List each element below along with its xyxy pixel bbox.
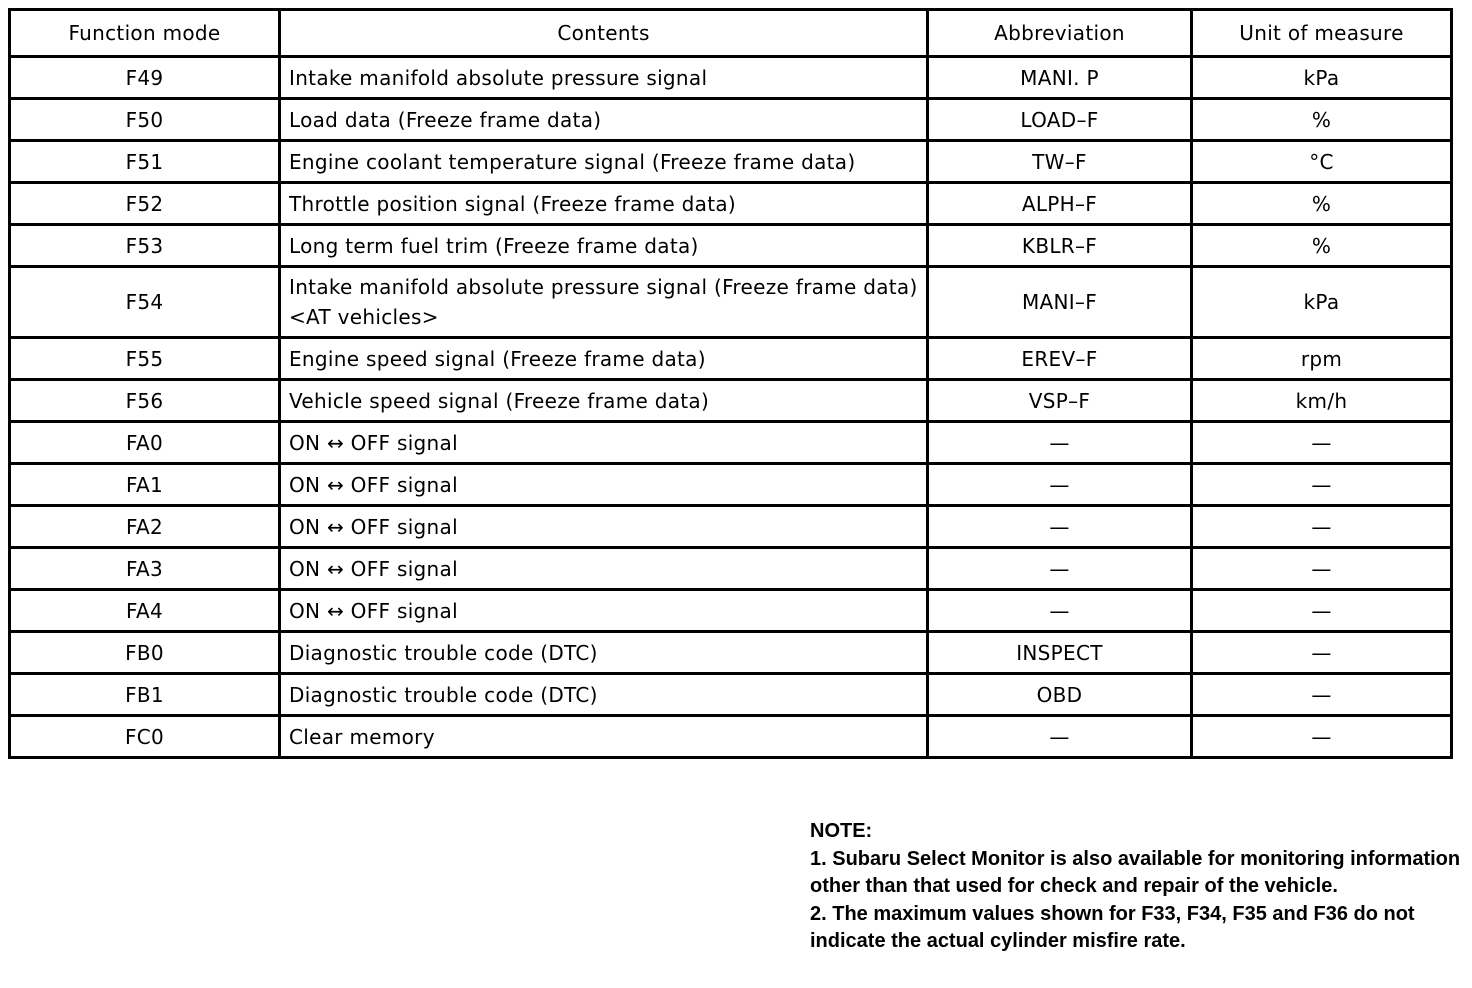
function-mode-cell: F56 bbox=[10, 380, 280, 422]
function-mode-cell: FA0 bbox=[10, 422, 280, 464]
unit-cell: — bbox=[1192, 716, 1452, 758]
table-row bbox=[10, 338, 1452, 380]
contents-cell: Intake manifold absolute pressure signal bbox=[280, 57, 928, 99]
note-item-2: 2. The maximum values shown for F33, F34, F35 and F36 do not indicate the actual cylinder misfire rate. bbox=[810, 902, 1415, 952]
abbreviation-cell: KBLR–F bbox=[928, 225, 1192, 267]
table-row bbox=[10, 548, 1452, 590]
function-mode-cell: FA3 bbox=[10, 548, 280, 590]
unit-cell: % bbox=[1192, 225, 1452, 267]
function-mode-cell: FA4 bbox=[10, 590, 280, 632]
contents-cell: Throttle position signal (Freeze frame data) bbox=[280, 183, 928, 225]
table-row bbox=[10, 99, 1452, 141]
abbreviation-cell: — bbox=[928, 422, 1192, 464]
contents-cell: Diagnostic trouble code (DTC) bbox=[280, 632, 928, 674]
unit-cell: — bbox=[1192, 674, 1452, 716]
table-row bbox=[10, 422, 1452, 464]
abbreviation-cell: ALPH–F bbox=[928, 183, 1192, 225]
table-row bbox=[10, 464, 1452, 506]
abbreviation-cell: — bbox=[928, 548, 1192, 590]
contents-cell: Clear memory bbox=[280, 716, 928, 758]
function-mode-cell: FB1 bbox=[10, 674, 280, 716]
function-mode-cell: F49 bbox=[10, 57, 280, 99]
abbreviation-cell: VSP–F bbox=[928, 380, 1192, 422]
abbreviation-cell: EREV–F bbox=[928, 338, 1192, 380]
table-row bbox=[10, 632, 1452, 674]
abbreviation-cell: LOAD–F bbox=[928, 99, 1192, 141]
function-mode-cell: F51 bbox=[10, 141, 280, 183]
table-row bbox=[10, 716, 1452, 758]
abbreviation-cell: MANI. P bbox=[928, 57, 1192, 99]
abbreviation-cell: — bbox=[928, 506, 1192, 548]
function-mode-cell: F55 bbox=[10, 338, 280, 380]
function-mode-cell: FA1 bbox=[10, 464, 280, 506]
abbreviation-cell: OBD bbox=[928, 674, 1192, 716]
function-mode-cell: FC0 bbox=[10, 716, 280, 758]
function-mode-table-container bbox=[8, 8, 1453, 759]
unit-cell: % bbox=[1192, 183, 1452, 225]
contents-cell: Intake manifold absolute pressure signal (Freeze frame data) <AT vehicles> bbox=[280, 267, 928, 338]
abbreviation-cell: MANI–F bbox=[928, 267, 1192, 338]
contents-cell: Diagnostic trouble code (DTC) bbox=[280, 674, 928, 716]
contents-cell: Vehicle speed signal (Freeze frame data) bbox=[280, 380, 928, 422]
note-item-1: 1. Subaru Select Monitor is also available for monitoring information other than that used for check and repair of the vehicle. bbox=[810, 847, 1461, 897]
unit-cell: kPa bbox=[1192, 267, 1452, 338]
note-title: NOTE: bbox=[810, 820, 873, 842]
table-row bbox=[10, 674, 1452, 716]
unit-cell: — bbox=[1192, 422, 1452, 464]
function-mode-cell: F53 bbox=[10, 225, 280, 267]
unit-cell: — bbox=[1192, 506, 1452, 548]
contents-cell: ON ↔ OFF signal bbox=[280, 548, 928, 590]
header-unit-of-measure: Unit of measure bbox=[1192, 10, 1452, 57]
contents-cell: ON ↔ OFF signal bbox=[280, 590, 928, 632]
abbreviation-cell: INSPECT bbox=[928, 632, 1192, 674]
contents-cell: Load data (Freeze frame data) bbox=[280, 99, 928, 141]
unit-cell: °C bbox=[1192, 141, 1452, 183]
table-row bbox=[10, 183, 1452, 225]
function-mode-cell: F52 bbox=[10, 183, 280, 225]
abbreviation-cell: TW–F bbox=[928, 141, 1192, 183]
abbreviation-cell: — bbox=[928, 464, 1192, 506]
contents-cell: Engine coolant temperature signal (Freeze frame data) bbox=[280, 141, 928, 183]
contents-cell: Engine speed signal (Freeze frame data) bbox=[280, 338, 928, 380]
table-row bbox=[10, 506, 1452, 548]
function-mode-table bbox=[8, 8, 1453, 759]
header-abbreviation: Abbreviation bbox=[928, 10, 1192, 57]
unit-cell: km/h bbox=[1192, 380, 1452, 422]
function-mode-cell: FA2 bbox=[10, 506, 280, 548]
unit-cell: kPa bbox=[1192, 57, 1452, 99]
unit-cell: — bbox=[1192, 590, 1452, 632]
unit-cell: rpm bbox=[1192, 338, 1452, 380]
header-contents: Contents bbox=[280, 10, 928, 57]
table-row bbox=[10, 141, 1452, 183]
unit-cell: — bbox=[1192, 632, 1452, 674]
table-row bbox=[10, 57, 1452, 99]
table-row bbox=[10, 590, 1452, 632]
table-row bbox=[10, 225, 1452, 267]
unit-cell: — bbox=[1192, 548, 1452, 590]
abbreviation-cell: — bbox=[928, 590, 1192, 632]
function-mode-cell: FB0 bbox=[10, 632, 280, 674]
function-mode-cell: F54 bbox=[10, 267, 280, 338]
unit-cell: % bbox=[1192, 99, 1452, 141]
function-mode-cell: F50 bbox=[10, 99, 280, 141]
table-row bbox=[10, 267, 1452, 338]
contents-cell: ON ↔ OFF signal bbox=[280, 422, 928, 464]
unit-cell: — bbox=[1192, 464, 1452, 506]
table-row bbox=[10, 380, 1452, 422]
contents-cell: ON ↔ OFF signal bbox=[280, 506, 928, 548]
abbreviation-cell: — bbox=[928, 716, 1192, 758]
header-function-mode: Function mode bbox=[10, 10, 280, 57]
note-block bbox=[810, 818, 1470, 956]
table-header-row bbox=[10, 10, 1452, 57]
contents-cell: ON ↔ OFF signal bbox=[280, 464, 928, 506]
contents-cell: Long term fuel trim (Freeze frame data) bbox=[280, 225, 928, 267]
